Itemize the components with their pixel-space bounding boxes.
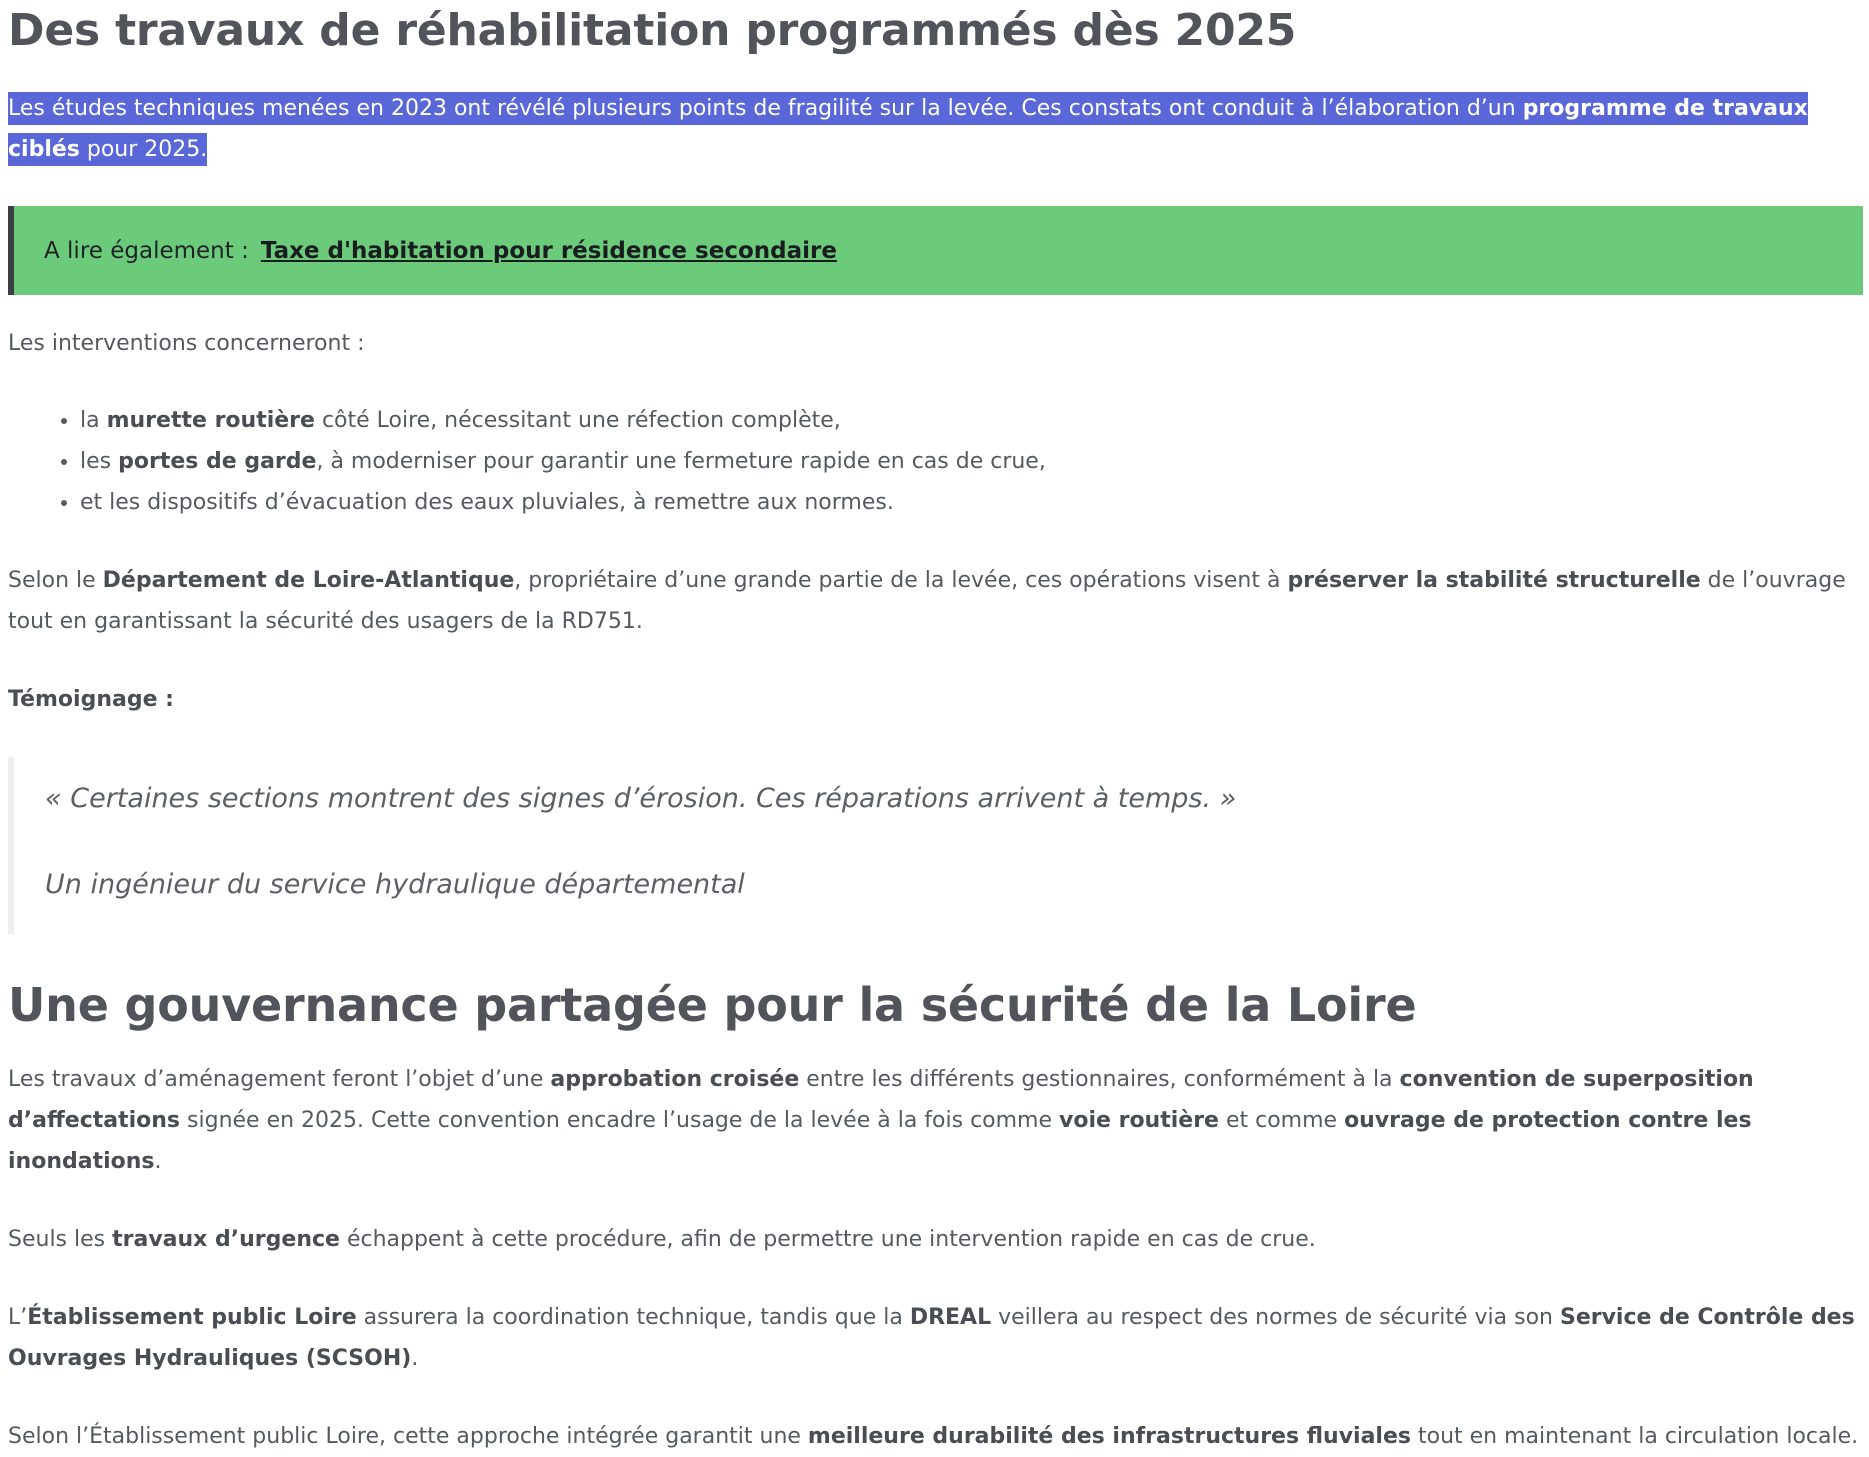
list-item: • les portes de garde, à moderniser pour garantir une fermeture rapide en cas de crue, — [80, 441, 1863, 482]
section-heading-rehabilitation: Des travaux de réhabilitation programmés dès 2025 — [8, 5, 1297, 56]
highlighted-paragraph[interactable] — [8, 88, 1863, 170]
testimony-quote — [8, 757, 1863, 934]
governance-paragraph-2: Seuls les travaux d’urgence échappent à cette procédure, afin de permettre une intervention rapide en cas de crue. — [8, 1227, 1316, 1252]
read-also-link[interactable]: Taxe d'habitation pour résidence secondaire — [260, 237, 837, 264]
list-item: • et les dispositifs d’évacuation des eaux pluviales, à remettre aux normes. — [80, 482, 1863, 523]
governance-paragraph-4: Selon l’Établissement public Loire, cette approche intégrée garantit une meilleure durabilité des infrastructures fluviales tout en maintenant la circulation locale. — [8, 1424, 1859, 1449]
interventions-list — [8, 400, 1863, 523]
governance-paragraph-1: Les travaux d’aménagement feront l’objet d’une approbation croisée entre les différents gestionnaires, conformément à la convention de superposition d’affectations signée en 2025. Cette convention encadre l’usage de la levée à la fois comme voie routière et comme ouvrage de protection contre les inondations. — [8, 1067, 1754, 1174]
read-also-box — [8, 206, 1863, 295]
interventions-intro: Les interventions concerneront : — [8, 331, 365, 356]
department-paragraph: Selon le Département de Loire-Atlantique, propriétaire d’une grande partie de la levée, ces opérations visent à préserver la stabilité structurelle de l’ouvrage tout en garantissant la sécurité des usagers de la RD751. — [8, 568, 1846, 634]
section-heading-governance: Une gouvernance partagée pour la sécurité de la Loire — [8, 978, 1417, 1032]
text-selection[interactable]: Les études techniques menées en 2023 ont révélé plusieurs points de fragilité sur la levée. Ces constats ont conduit à l’élaboration d’un programme de travaux ciblés pour 2025. — [8, 92, 1808, 166]
quote-text: « Certaines sections montrent des signes d’érosion. Ces réparations arrivent à temps. » — [45, 783, 1237, 814]
article-body — [8, 0, 1863, 1457]
quote-author: Un ingénieur du service hydraulique départemental — [45, 869, 745, 900]
testimony-label: Témoignage : — [8, 687, 174, 712]
governance-paragraph-3: L’Établissement public Loire assurera la coordination technique, tandis que la DREAL veillera au respect des normes de sécurité via son Service de Contrôle des Ouvrages Hydrauliques (SCSOH). — [8, 1305, 1855, 1371]
list-item: • la murette routière côté Loire, nécessitant une réfection complète, — [80, 400, 1863, 441]
read-also-label: A lire également : — [44, 237, 249, 264]
